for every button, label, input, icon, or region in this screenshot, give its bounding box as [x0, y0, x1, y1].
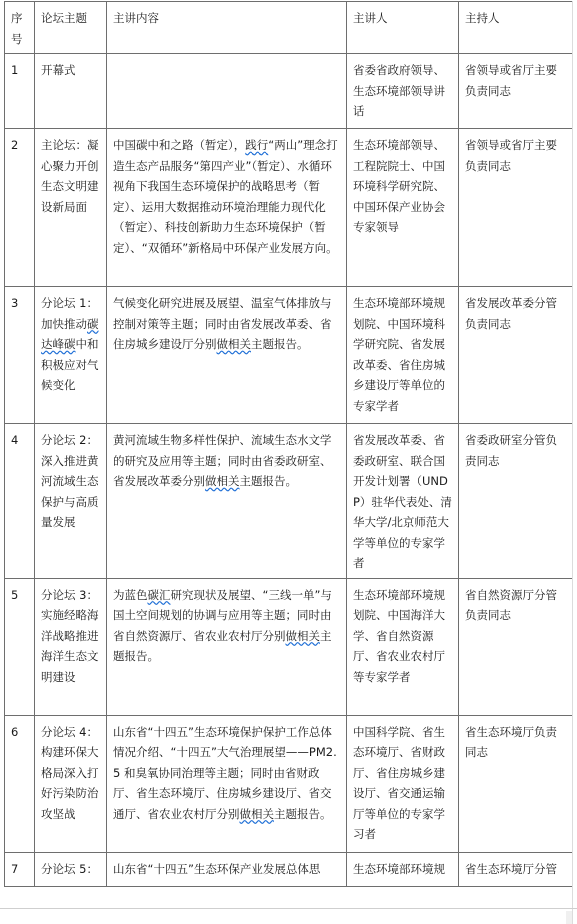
row-number: 6 — [5, 715, 35, 852]
row-speakers: 生态环境部环境规 — [347, 852, 459, 886]
page-edge-bottom — [0, 908, 577, 909]
table-row — [5, 578, 573, 715]
header-cell-theme: 论坛主题 — [35, 2, 107, 54]
row-speakers: 中国科学院、省生态环境厅、省财政厅、省住房城乡建设厅、省交通运输厅等单位的专家学习者 — [347, 715, 459, 852]
row-host: 省领导或省厅主要负责同志 — [459, 129, 573, 287]
table-row — [5, 424, 573, 579]
row-host: 省生态环境厅分管 — [459, 852, 573, 886]
content-text: 山东省“十四五”生态环境保护保护工作总体情况介绍、“十四五”大气治理展望——PM2.5 和臭氧协同治理等主题；同时由省财政厅、省生态环境厅、住房城乡建设厅、省交通厅、省农业农村厅分别 — [113, 724, 337, 821]
row-content — [107, 715, 347, 852]
row-theme: 开幕式 — [35, 54, 107, 129]
row-speakers: 生态环境部环境规划院、中国海洋大学、省自然资源厅、省农业农村厅等专家学者 — [347, 578, 459, 715]
row-theme: 分论坛 5： — [35, 852, 107, 886]
row-host: 省领导或省厅主要负责同志 — [459, 54, 573, 129]
spellcheck-mark: 做相关 — [285, 628, 320, 643]
table-row — [5, 715, 573, 852]
row-host: 省自然资源厅分管负责同志 — [459, 578, 573, 715]
content-text: 主题报告。 — [274, 806, 332, 821]
table-header-row — [5, 2, 573, 54]
row-content: 山东省“十四五”生态环保产业发展总体思 — [107, 852, 347, 886]
header-cell-no: 序号 — [5, 2, 35, 54]
theme-text: 分论坛 1：加快推动 — [41, 296, 98, 331]
table-row — [5, 129, 573, 287]
row-speakers: 省委省政府领导、生态环境部领导讲话 — [347, 54, 459, 129]
content-text: 黄河流域生物多样性保护、流域生态水文学的研究及应用等主题；同时由省委政研室、省发展改革委分别 — [113, 433, 332, 488]
content-text: 中国碳中和之路（暂定）， — [113, 138, 246, 152]
row-number: 5 — [5, 578, 35, 715]
row-number: 4 — [5, 424, 35, 579]
row-host: 省发展改革委分管负责同志 — [459, 287, 573, 424]
spellcheck-mark: 做相关 — [216, 337, 251, 351]
row-host: 省委政研室分管负责同志 — [459, 424, 573, 579]
content-text: 主题报告。 — [251, 337, 309, 351]
spellcheck-mark: 碳达峰碳 — [41, 316, 99, 351]
table-row — [5, 54, 573, 129]
content-text: “两山”理念打造生态产品服务“第四产业”（暂定）、水循环视角下我国生态环境保护的战略思考（暂定）、运用大数据推动环境治理能力现代化（暂定）、科技创新助力生态环境保护（暂定）、“双循环”新格局中环保产业发展方向。 — [113, 138, 338, 255]
row-theme — [35, 287, 107, 424]
row-theme: 分论坛 3：实施经略海洋战略推进海洋生态文明建设 — [35, 578, 107, 715]
row-speakers: 生态环境部环境规划院、中国环境科学研究院、省发展改革委、省住房城乡建设厅等单位的专家学者 — [347, 287, 459, 424]
content-text: 气候变化研究进展及展望、温室气体排放与控制对策等主题；同时由省发展改革委、省住房城乡建设厅分别 — [113, 296, 332, 351]
row-speakers: 生态环境部领导、工程院院士、中国环境科学研究院、中国环保产业协会专家领导 — [347, 129, 459, 287]
header-cell-content: 主讲内容 — [107, 2, 347, 54]
row-content — [107, 54, 347, 129]
row-number: 2 — [5, 129, 35, 287]
spellcheck-mark: 碳汇 — [147, 587, 171, 602]
row-number: 1 — [5, 54, 35, 129]
row-content — [107, 578, 347, 715]
table-row — [5, 852, 573, 886]
theme-text: 中和积极应对气候变化 — [41, 337, 99, 392]
spellcheck-mark: 做相关 — [205, 474, 240, 488]
spellcheck-mark: 做相关 — [239, 806, 274, 821]
row-theme: 分论坛 4：构建环保大格局深入打好污染防治攻坚战 — [35, 715, 107, 852]
header-cell-host: 主持人 — [459, 2, 573, 54]
page-edge-right — [572, 1, 573, 924]
row-speakers: 省发展改革委、省委政研室、联合国开发计划署（UNDP）驻华代表处、清华大学/北京师范大学等单位的专家学者 — [347, 424, 459, 579]
table-row — [5, 287, 573, 424]
row-content — [107, 424, 347, 579]
row-number: 3 — [5, 287, 35, 424]
spellcheck-mark: 践行 — [245, 138, 269, 152]
header-cell-speakers: 主讲人 — [347, 2, 459, 54]
content-text: 主题报告。 — [239, 474, 297, 488]
content-text: 研究现状及展望、“三线一单”与国土空间规划的协调与应用等主题；同时由省自然资源厅、省农业农村厅分别 — [113, 587, 332, 643]
row-host: 省生态环境厅负责同志 — [459, 715, 573, 852]
content-text: 主题报告。 — [113, 628, 332, 663]
content-text: 为蓝色 — [113, 587, 148, 602]
row-content — [107, 287, 347, 424]
row-theme: 主论坛：凝心聚力开创生态文明建设新局面 — [35, 129, 107, 287]
row-content — [107, 129, 347, 287]
forum-schedule-table — [4, 1, 573, 887]
row-theme: 分论坛 2：深入推进黄河流域生态保护与高质量发展 — [35, 424, 107, 579]
row-number: 7 — [5, 852, 35, 886]
page-corner — [566, 911, 572, 924]
